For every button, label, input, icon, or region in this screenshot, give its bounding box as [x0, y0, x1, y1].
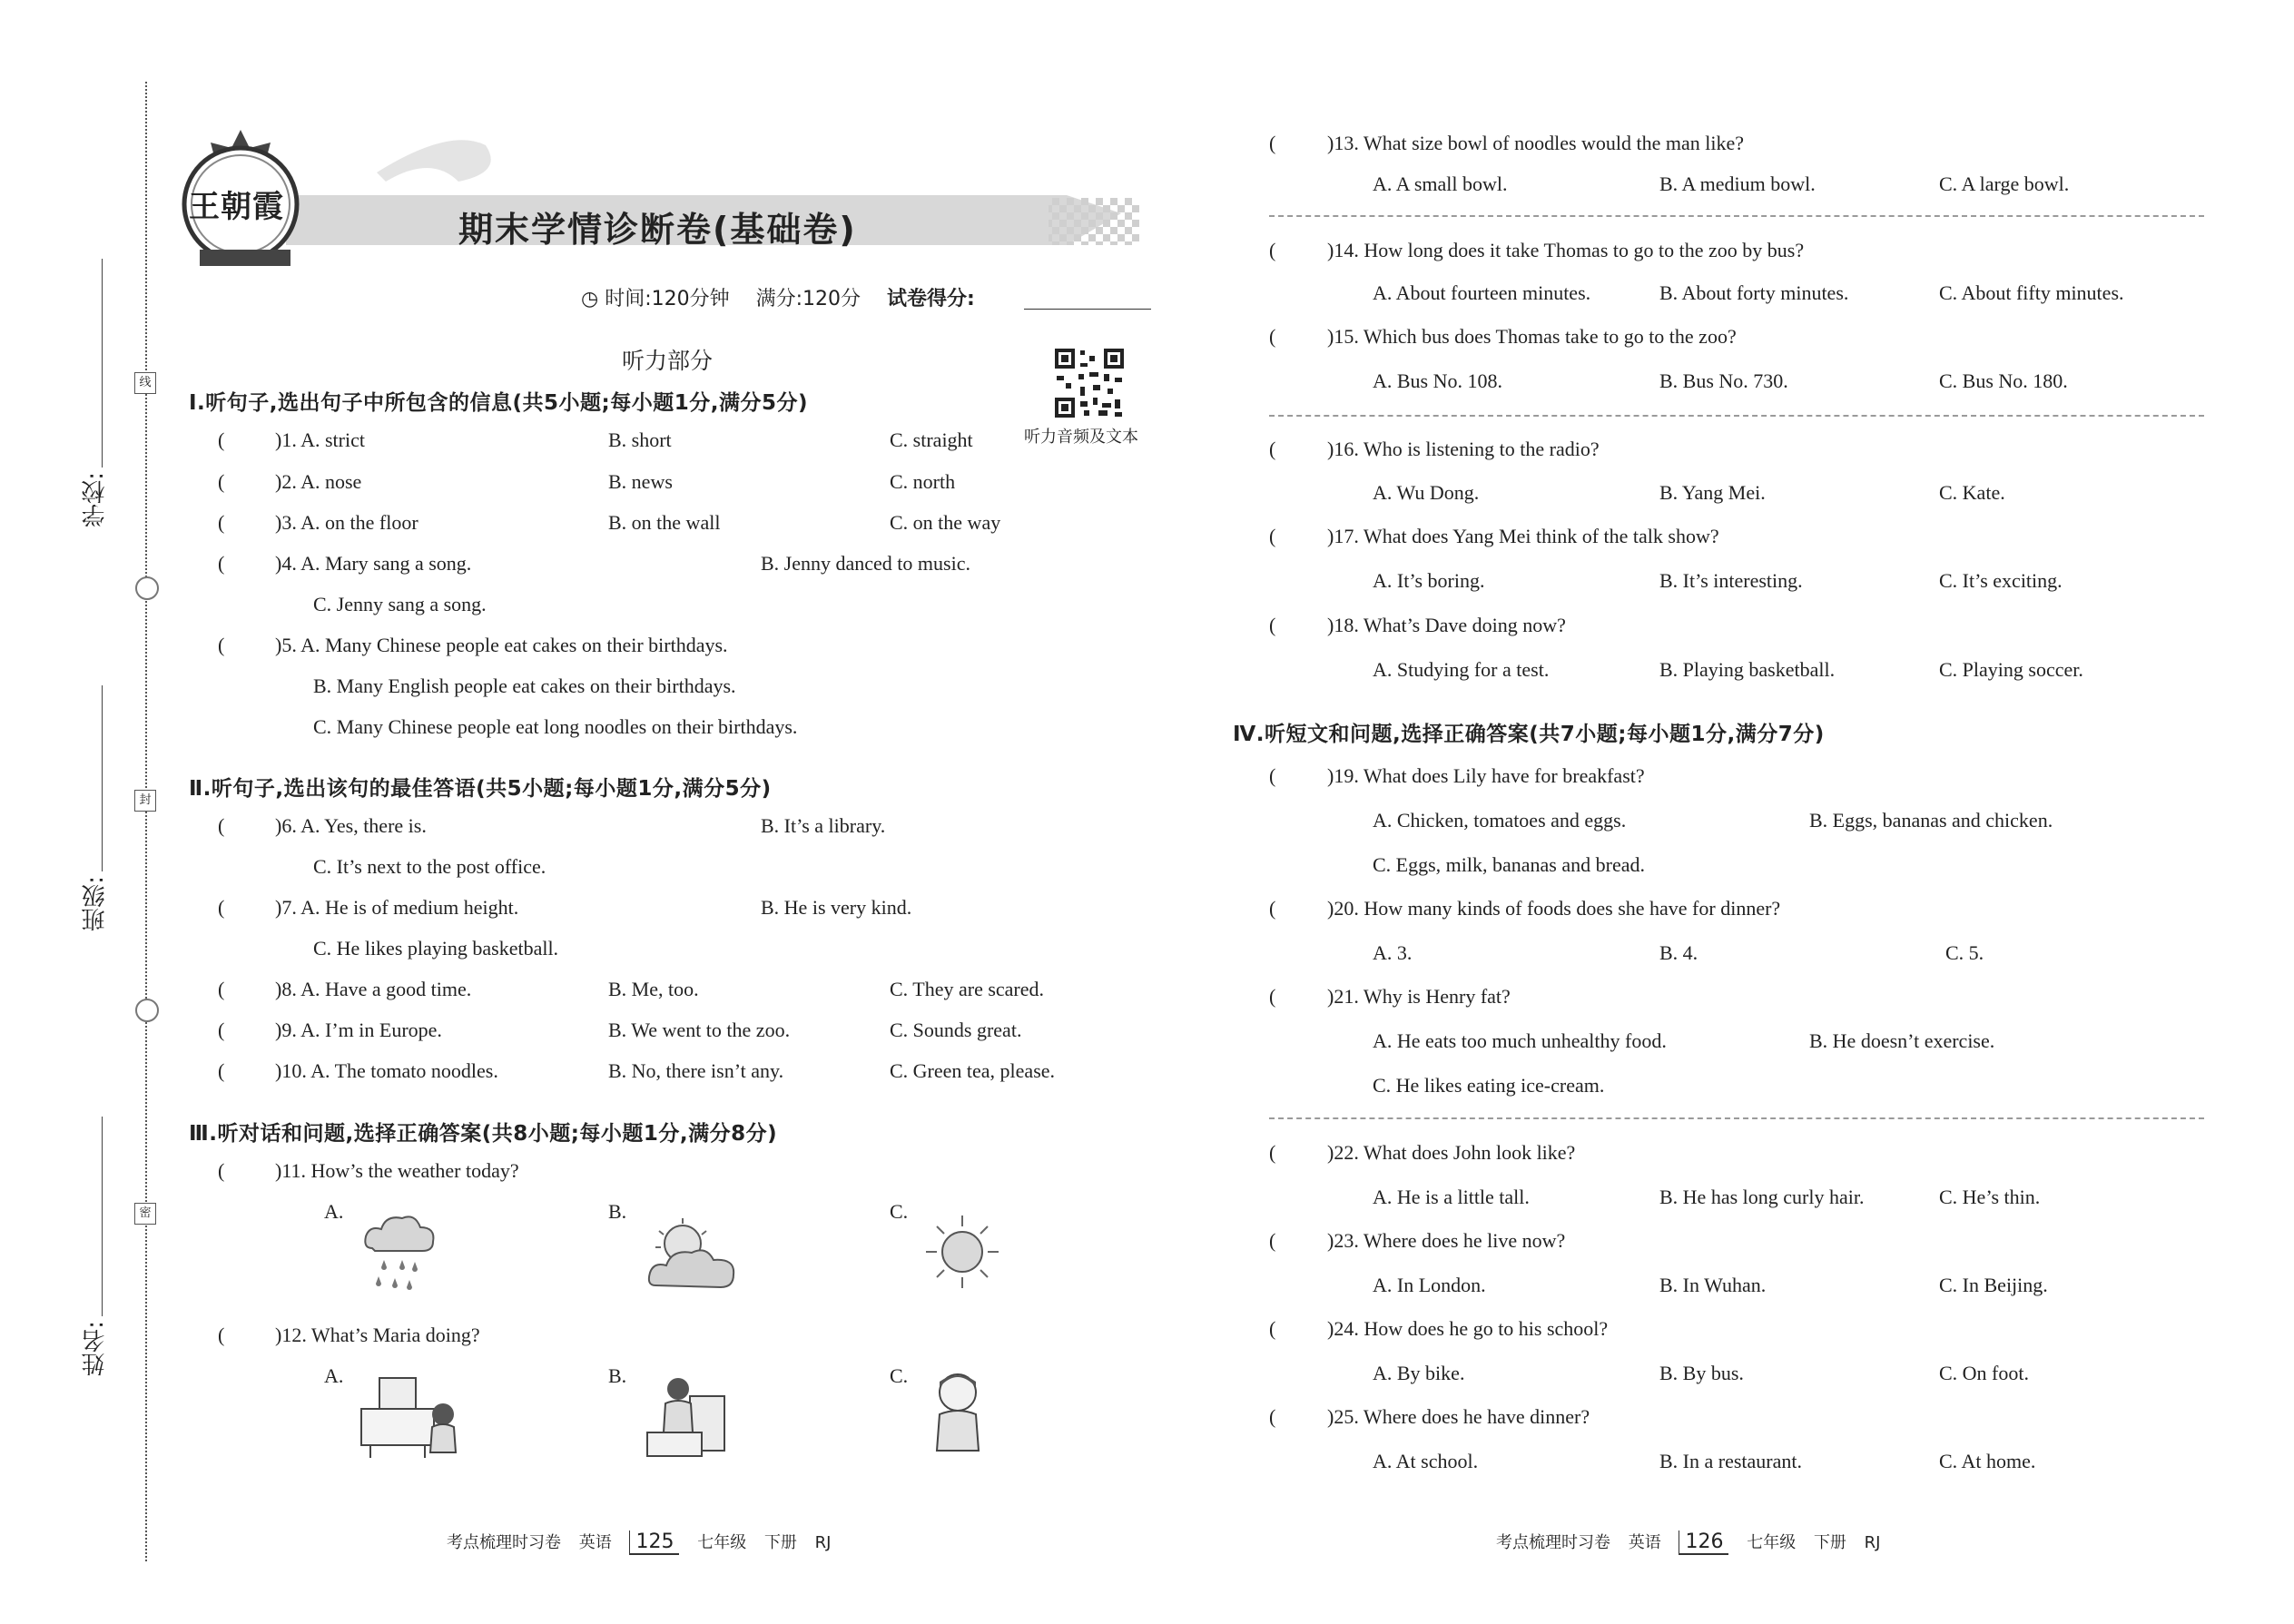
q14-option-b: B. About forty minutes. — [1659, 281, 1849, 304]
q24-option-a: A. By bike. — [1373, 1362, 1465, 1384]
q11-label-c: C. — [890, 1200, 909, 1223]
q25-option-a: A. At school. — [1373, 1450, 1479, 1472]
q13-option-c: C. A large bowl. — [1939, 172, 2070, 195]
answer-paren[interactable]: ( — [1269, 1405, 1276, 1428]
q3-option-b: B. on the wall — [608, 511, 721, 534]
answer-paren[interactable]: ( — [1269, 897, 1276, 920]
q25-option-b: B. In a restaurant. — [1659, 1450, 1802, 1472]
q10-option-a: )10. A. The tomato noodles. — [275, 1059, 498, 1082]
q18-stem: )18. What’s Dave doing now? — [1327, 614, 1566, 636]
q19-option-b: B. Eggs, bananas and chicken. — [1809, 809, 2053, 832]
q1-option-a: )1. A. strict — [275, 428, 365, 451]
section-4-heading: Ⅳ.听短文和问题,选择正确答案(共7小题;每小题1分,满分7分) — [1233, 723, 1825, 746]
q17-option-c: C. It’s exciting. — [1939, 569, 2063, 592]
name-blank[interactable] — [102, 1117, 103, 1316]
q20-option-a: A. 3. — [1373, 941, 1413, 964]
exam-meta — [581, 283, 975, 311]
q9-option-a: )9. A. I’m in Europe. — [275, 1019, 442, 1041]
page-number: 125 — [629, 1530, 679, 1555]
q4-option-b: B. Jenny danced to music. — [761, 552, 970, 575]
sun-icon[interactable] — [924, 1214, 1001, 1291]
qr-code-icon[interactable] — [1053, 347, 1126, 419]
school-label: 学校: — [82, 472, 109, 527]
q16-option-b: B. Yang Mei. — [1659, 481, 1766, 504]
q10-option-c: C. Green tea, please. — [890, 1059, 1056, 1082]
score-blank[interactable] — [1024, 309, 1151, 310]
answer-paren[interactable]: ( — [1269, 1317, 1276, 1340]
q4-option-c: C. Jenny sang a song. — [313, 593, 487, 615]
q6-option-c: C. It’s next to the post office. — [313, 855, 546, 878]
q20-option-b: B. 4. — [1659, 941, 1698, 964]
footer-left — [447, 1530, 832, 1553]
q13-option-b: B. A medium bowl. — [1659, 172, 1816, 195]
footer-series: 考点梳理时习卷 — [447, 1533, 561, 1552]
answer-paren[interactable]: ( — [1269, 438, 1276, 460]
q19-option-a: A. Chicken, tomatoes and eggs. — [1373, 809, 1627, 832]
q4-option-a: )4. A. Mary sang a song. — [275, 552, 472, 575]
q14-option-a: A. About fourteen minutes. — [1373, 281, 1591, 304]
answer-paren[interactable]: ( — [218, 896, 225, 919]
q17-option-a: A. It’s boring. — [1373, 569, 1485, 592]
q8-option-c: C. They are scared. — [890, 978, 1045, 1000]
answer-paren[interactable]: ( — [1269, 1141, 1276, 1164]
q22-stem: )22. What does John look like? — [1327, 1141, 1576, 1164]
seal-mark-seal: 封 — [134, 790, 156, 812]
binding-hole-icon — [135, 576, 159, 600]
answer-paren[interactable]: ( — [218, 1019, 225, 1041]
logo-text: 王朝霞 — [189, 189, 284, 225]
q9-option-c: C. Sounds great. — [890, 1019, 1022, 1041]
answer-paren[interactable]: ( — [218, 1159, 225, 1182]
answer-paren[interactable]: ( — [1269, 132, 1276, 154]
footer-term: 下册 — [1813, 1533, 1846, 1552]
q25-stem: )25. Where does he have dinner? — [1327, 1405, 1590, 1428]
answer-paren[interactable]: ( — [218, 552, 225, 575]
answer-paren[interactable]: ( — [1269, 325, 1276, 348]
q24-option-c: C. On foot. — [1939, 1362, 2029, 1384]
q12-label-b: B. — [608, 1364, 627, 1387]
q15-stem: )15. Which bus does Thomas take to go to the zoo? — [1327, 325, 1737, 348]
q9-option-b: B. We went to the zoo. — [608, 1019, 791, 1041]
section-2-heading: Ⅱ.听句子,选出该句的最佳答语(共5小题;每小题1分,满分5分) — [189, 777, 772, 801]
q14-option-c: C. About fifty minutes. — [1939, 281, 2124, 304]
answer-paren[interactable]: ( — [218, 470, 225, 493]
q21-option-b: B. He doesn’t exercise. — [1809, 1029, 1995, 1052]
q23-option-c: C. In Beijing. — [1939, 1274, 2048, 1296]
q17-stem: )17. What does Yang Mei think of the talk show? — [1327, 525, 1719, 547]
q21-option-a: A. He eats too much unhealthy food. — [1373, 1029, 1667, 1052]
class-blank[interactable] — [102, 685, 103, 871]
q15-option-c: C. Bus No. 180. — [1939, 369, 2068, 392]
footer-right — [1496, 1530, 1881, 1553]
q2-option-b: B. news — [608, 470, 673, 493]
page-number: 126 — [1679, 1530, 1728, 1555]
answer-paren[interactable]: ( — [1269, 614, 1276, 636]
q5-option-b: B. Many English people eat cakes on their birthdays. — [313, 674, 736, 697]
q24-stem: )24. How does he go to his school? — [1327, 1317, 1609, 1340]
q21-stem: )21. Why is Henry fat? — [1327, 985, 1511, 1008]
q5-option-c: C. Many Chinese people eat long noodles on their birthdays. — [313, 715, 798, 738]
footer-edition: RJ — [1864, 1533, 1881, 1552]
score-label: 试卷得分: — [887, 288, 975, 310]
girl-on-phone-picture[interactable] — [640, 1369, 731, 1460]
q15-option-b: B. Bus No. 730. — [1659, 369, 1788, 392]
q12-label-c: C. — [890, 1364, 909, 1387]
q23-stem: )23. Where does he live now? — [1327, 1229, 1566, 1252]
girl-eating-picture[interactable] — [926, 1369, 989, 1460]
q1-option-c: C. straight — [890, 428, 973, 451]
q7-option-a: )7. A. He is of medium height. — [275, 896, 519, 919]
answer-paren[interactable]: ( — [1269, 239, 1276, 261]
section-3-heading: Ⅲ.听对话和问题,选择正确答案(共8小题;每小题1分,满分8分) — [189, 1122, 778, 1146]
footer-term: 下册 — [763, 1533, 797, 1552]
q24-option-b: B. By bus. — [1659, 1362, 1744, 1384]
q11-stem: )11. How’s the weather today? — [275, 1159, 519, 1182]
q15-option-a: A. Bus No. 108. — [1373, 369, 1503, 392]
answer-paren[interactable]: ( — [218, 511, 225, 534]
q3-option-a: )3. A. on the floor — [275, 511, 418, 534]
footer-subject: 英语 — [1628, 1533, 1661, 1552]
q8-option-b: B. Me, too. — [608, 978, 699, 1000]
q21-option-c: C. He likes eating ice-cream. — [1373, 1074, 1605, 1097]
binding-hole-icon — [135, 999, 159, 1022]
q16-option-a: A. Wu Dong. — [1373, 481, 1480, 504]
footer-grade: 七年级 — [697, 1533, 747, 1552]
school-blank[interactable] — [102, 259, 103, 468]
dashed-divider — [1269, 215, 2204, 217]
q3-option-c: C. on the way — [890, 511, 1001, 534]
q18-option-b: B. Playing basketball. — [1659, 658, 1836, 681]
q18-option-a: A. Studying for a test. — [1373, 658, 1550, 681]
answer-paren[interactable]: ( — [1269, 764, 1276, 787]
q19-stem: )19. What does Lily have for breakfast? — [1327, 764, 1645, 787]
q6-option-b: B. It’s a library. — [761, 814, 886, 837]
q7-option-b: B. He is very kind. — [761, 896, 912, 919]
footer-edition: RJ — [814, 1533, 832, 1552]
footer-grade: 七年级 — [1747, 1533, 1797, 1552]
q13-stem: )13. What size bowl of noodles would the man like? — [1327, 132, 1745, 154]
q12-label-a: A. — [324, 1364, 344, 1387]
q18-option-c: C. Playing soccer. — [1939, 658, 2083, 681]
q20-stem: )20. How many kinds of foods does she have for dinner? — [1327, 897, 1781, 920]
q2-option-c: C. north — [890, 470, 956, 493]
q25-option-c: C. At home. — [1939, 1450, 2036, 1472]
listening-heading: 听力部分 — [622, 348, 714, 374]
qr-caption: 听力音频及文本 — [1024, 428, 1138, 447]
girl-watching-tv-picture[interactable] — [352, 1371, 470, 1462]
q11-label-b: B. — [608, 1200, 627, 1223]
answer-paren[interactable]: ( — [218, 814, 225, 837]
name-label: 姓名: — [82, 1321, 109, 1376]
q16-option-c: C. Kate. — [1939, 481, 2005, 504]
answer-paren[interactable]: ( — [218, 1059, 225, 1082]
footer-subject: 英语 — [578, 1533, 612, 1552]
answer-paren[interactable]: ( — [1269, 985, 1276, 1008]
answer-paren[interactable]: ( — [1269, 525, 1276, 547]
answer-paren[interactable]: ( — [218, 978, 225, 1000]
dashed-divider — [1269, 1117, 2204, 1119]
q23-option-a: A. In London. — [1373, 1274, 1486, 1296]
clock-icon: ◷ — [581, 288, 605, 310]
answer-paren[interactable]: ( — [218, 1324, 225, 1346]
q5-option-a: )5. A. Many Chinese people eat cakes on their birthdays. — [275, 634, 728, 656]
answer-paren[interactable]: ( — [218, 428, 225, 451]
seal-mark-line: 线 — [134, 372, 156, 394]
answer-paren[interactable]: ( — [1269, 1229, 1276, 1252]
q19-option-c: C. Eggs, milk, bananas and bread. — [1373, 853, 1645, 876]
binding-dotted-line — [145, 82, 147, 1561]
answer-paren[interactable]: ( — [218, 634, 225, 656]
q1-option-b: B. short — [608, 428, 672, 451]
q12-stem: )12. What’s Maria doing? — [275, 1324, 480, 1346]
q13-option-a: A. A small bowl. — [1373, 172, 1508, 195]
time-label: 时间:120分钟 — [605, 288, 730, 310]
section-1-heading: Ⅰ.听句子,选出句子中所包含的信息(共5小题;每小题1分,满分5分) — [189, 391, 809, 415]
dashed-divider — [1269, 415, 2204, 417]
q22-option-b: B. He has long curly hair. — [1659, 1186, 1865, 1208]
q23-option-b: B. In Wuhan. — [1659, 1274, 1767, 1296]
sun-cloud-icon[interactable] — [646, 1215, 742, 1296]
rain-cloud-icon[interactable] — [359, 1207, 440, 1298]
page-title: 期末学情诊断卷(基础卷) — [458, 210, 857, 250]
q2-option-a: )2. A. nose — [275, 470, 362, 493]
q8-option-a: )8. A. Have a good time. — [275, 978, 472, 1000]
q17-option-b: B. It’s interesting. — [1659, 569, 1803, 592]
q22-option-a: A. He is a little tall. — [1373, 1186, 1530, 1208]
q10-option-b: B. No, there isn’t any. — [608, 1059, 784, 1082]
full-score-label: 满分:120分 — [755, 288, 861, 310]
q6-option-a: )6. A. Yes, there is. — [275, 814, 427, 837]
q11-label-a: A. — [324, 1200, 344, 1223]
footer-series: 考点梳理时习卷 — [1496, 1533, 1610, 1552]
q20-option-c: C. 5. — [1945, 941, 1984, 964]
seal-mark-secret: 密 — [134, 1203, 156, 1225]
class-label: 班级: — [82, 876, 109, 931]
q14-stem: )14. How long does it take Thomas to go to the zoo by bus? — [1327, 239, 1805, 261]
q22-option-c: C. He’s thin. — [1939, 1186, 2041, 1208]
q16-stem: )16. Who is listening to the radio? — [1327, 438, 1600, 460]
q7-option-c: C. He likes playing basketball. — [313, 937, 559, 960]
